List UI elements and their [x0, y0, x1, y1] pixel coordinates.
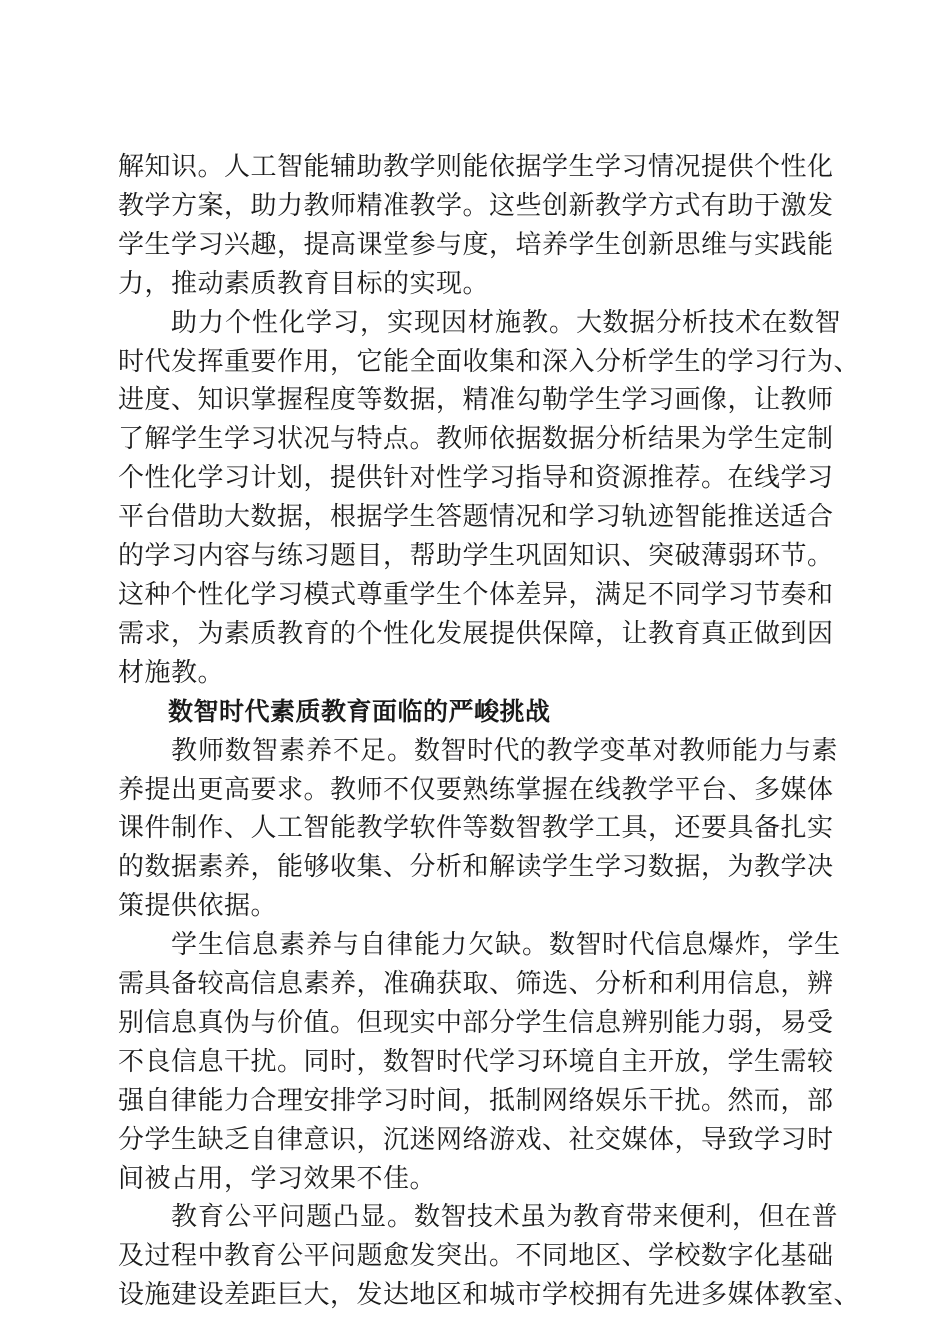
text-line: 养提出更高要求。教师不仅要熟练掌握在线教学平台、多媒体 [118, 774, 834, 805]
text-line [118, 1198, 839, 1237]
text-line: 平台借助大数据，根据学生答题情况和学习轨迹智能推送适合 [118, 502, 834, 533]
text-line: 不良信息干扰。同时，数智时代学习环境自主开放，学生需较 [118, 1046, 834, 1077]
text-line: 了解学生学习状况与特点。教师依据数据分析结果为学生定制 [118, 424, 834, 455]
paragraph-lead: 教育公平问题凸显。 [171, 1202, 415, 1233]
paragraph-personalized-learning [118, 304, 861, 693]
paragraph-teacher-literacy [118, 732, 839, 927]
text-line: 策提供依据。 [118, 891, 278, 922]
text-line: 教学方案，助力教师精准教学。这些创新教学方式有助于激发 [118, 190, 834, 221]
text-line: 材施教。 [118, 657, 225, 688]
text-line: 时代发挥重要作用，它能全面收集和深入分析学生的学习行为、 [118, 346, 861, 377]
text-line: 个性化学习计划，提供针对性学习指导和资源推荐。在线学习 [118, 463, 834, 494]
text-line: 及过程中教育公平问题愈发突出。不同地区、学校数字化基础 [118, 1241, 834, 1272]
paragraph-continuation [118, 148, 834, 304]
text-line: 的数据素养，能够收集、分析和解读学生学习数据，为教学决 [118, 852, 834, 883]
text-line: 学生学习兴趣，提高课堂参与度，培养学生创新思维与实践能 [118, 229, 834, 260]
text-line: 解知识。人工智能辅助教学则能依据学生学习情况提供个性化 [118, 152, 834, 182]
paragraph-lead: 教师数智素养不足。 [171, 735, 415, 766]
text-line: 需求，为素质教育的个性化发展提供保障，让教育真正做到因 [118, 618, 834, 649]
text-line [118, 926, 841, 965]
section-heading: 数智时代素质教育面临的严峻挑战 [168, 696, 551, 726]
text-line: 课件制作、人工智能教学软件等数智教学工具，还要具备扎实 [118, 813, 834, 844]
text-line: 别信息真伪与价值。但现实中部分学生信息辨别能力弱，易受 [118, 1007, 834, 1038]
text-line [118, 304, 842, 343]
text-run: 大数据分析技术在数智 [576, 307, 842, 338]
paragraph-education-equity [118, 1198, 861, 1315]
text-line: 设施建设差距巨大，发达地区和城市学校拥有先进多媒体教室、 [118, 1280, 861, 1311]
text-line: 强自律能力合理安排学习时间，抵制网络娱乐干扰。然而，部 [118, 1085, 834, 1116]
document-body [118, 148, 861, 1315]
text-line: 力，推动素质教育目标的实现。 [118, 268, 490, 299]
paragraph-student-literacy [118, 926, 841, 1198]
text-line: 这种个性化学习模式尊重学生个体差异，满足不同学习节奏和 [118, 579, 834, 610]
text-line: 需具备较高信息素养，准确获取、筛选、分析和利用信息，辨 [118, 969, 834, 1000]
text-run: 数智技术虽为教育带来便利，但在普 [414, 1202, 839, 1233]
paragraph-lead: 学生信息素养与自律能力欠缺。 [171, 930, 550, 961]
text-line: 进度、知识掌握程度等数据，精准勾勒学生学习画像，让教师 [118, 385, 834, 416]
text-run: 数智时代的教学变革对教师能力与素 [414, 735, 839, 766]
text-line: 间被占用，学习效果不佳。 [118, 1163, 437, 1194]
text-line [118, 732, 839, 771]
text-line: 分学生缺乏自律意识，沉迷网络游戏、社交媒体，导致学习时 [118, 1124, 834, 1155]
paragraph-lead: 助力个性化学习，实现因材施教。 [171, 307, 577, 338]
text-line: 的学习内容与练习题目，帮助学生巩固知识、突破薄弱环节。 [118, 541, 834, 572]
text-run: 数智时代信息爆炸，学生 [549, 930, 841, 961]
